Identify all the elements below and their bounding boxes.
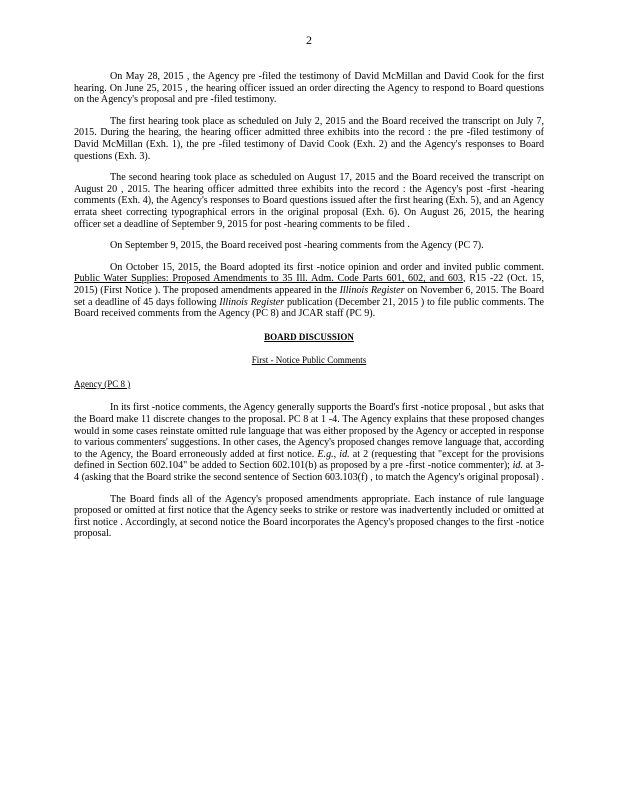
- paragraph-agency-comments: [74, 402, 544, 483]
- agency-comments-text-c: at 2 (requesting that "except for the provisions defined in Section 602.104" be added to Section 602.101(b) as proposed by a pre -first -notice commenter);: [74, 448, 544, 472]
- first-notice-comments-heading: First - Notice Public Comments: [251, 355, 367, 366]
- agency-comments-text-d: at 3- 4 (asking that the Board strike the second sentence of Section 603.103(f) , to match the Agency's original proposal) .: [74, 460, 544, 484]
- paragraph-board-finds: The Board finds all of the Agency's proposed amendments appropriate. Each instance of rule language proposed or omitted at first notice that the Agency seeks to strike or restore was inadvertently included or omitted at first notice . Accordingly, at second notice the Board incorporates the Agency's proposed changes to the first -notice proposal.: [74, 493, 544, 540]
- document-body: [74, 71, 544, 550]
- register-ref-2: Illinois Register: [219, 296, 285, 308]
- page-number: 2: [306, 33, 312, 47]
- paragraph-first-hearing: The first hearing took place as scheduled on July 2, 2015 and the Board received the transcript on July 7, 2015. During the hearing, the hearing officer admitted three exhibits into the record : the pre -filed testimony of David McMillan (Exh. 1), the pre -filed testimony of David Cook (Exh. 2) and the Agency's responses to Board questions (Exh. 3).: [74, 115, 544, 162]
- register-ref-1: Illinois Register: [339, 284, 405, 296]
- paragraph-first-notice: [74, 262, 544, 320]
- agency-pc8-heading: Agency (PC 8 ): [74, 378, 131, 389]
- eg-citation: E.g.: [317, 448, 334, 460]
- first-notice-text-d: publication (December 21, 2015 ) to file public comments. The Board received comments from the Agency (PC 8) and JCAR staff (PC 9).: [74, 296, 544, 320]
- id-citation-2: id.: [512, 460, 523, 472]
- paragraph-hearing-prefile: On May 28, 2015 , the Agency pre -filed the testimony of David McMillan and David Cook for the first hearing. On June 25, 2015 , the hearing officer issued an order directing the Agency to respond to Board questions on the Agency's proposal and pre -filed testimony.: [74, 71, 544, 106]
- rulemaking-title: Public Water Supplies: Proposed Amendments to 35 Ill. Adm. Code Parts 601, 602, and 603: [74, 273, 463, 285]
- first-notice-text-c: on November 6, 2015. The Board set a deadline of 45 days following: [74, 284, 545, 308]
- id-citation-1: id.: [339, 448, 350, 460]
- comma: ,: [333, 448, 337, 460]
- first-notice-text-b: , R15 -22 (Oct. 15, 2015) (First Notice ). The proposed amendments appeared in the: [74, 273, 544, 296]
- agency-comments-text-a: In its first -notice comments, the Agency generally supports the Board's first -notice proposal , but asks that the Board make 11 discrete changes to the proposal. PC 8 at 1 -4. The Agency explains that these proposed changes would in some cases reinstate omitted rule language that was either proposed by the Agency or accepted in response to various commenters' suggestions. In other cases, the Agency's proposed changes remove language that, according to the Agency, the Board erroneously added at first notice.: [74, 402, 544, 460]
- paragraph-post-hearing-comments: On September 9, 2015, the Board received post -hearing comments from the Agency (PC 7).: [110, 240, 484, 252]
- paragraph-second-hearing: The second hearing took place as scheduled on August 17, 2015 and the Board received the transcript on August 20 , 2015. The hearing officer admitted three exhibits into the record : the Agency's post -first -hearing comments (Exh. 4), the Agency's responses to Board questions issued after the first hearing (Exh. 5), and an Agency errata sheet correcting typographical errors in the original proposal (Exh. 6). On August 26, 2015, the hearing officer set a deadline of September 9, 2015 for post -hearing comments to be filed .: [74, 172, 544, 230]
- board-discussion-heading: BOARD DISCUSSION: [264, 331, 354, 342]
- first-notice-text-a: On October 15, 2015, the Board adopted its first -notice opinion and order and invited public comment.: [110, 261, 544, 273]
